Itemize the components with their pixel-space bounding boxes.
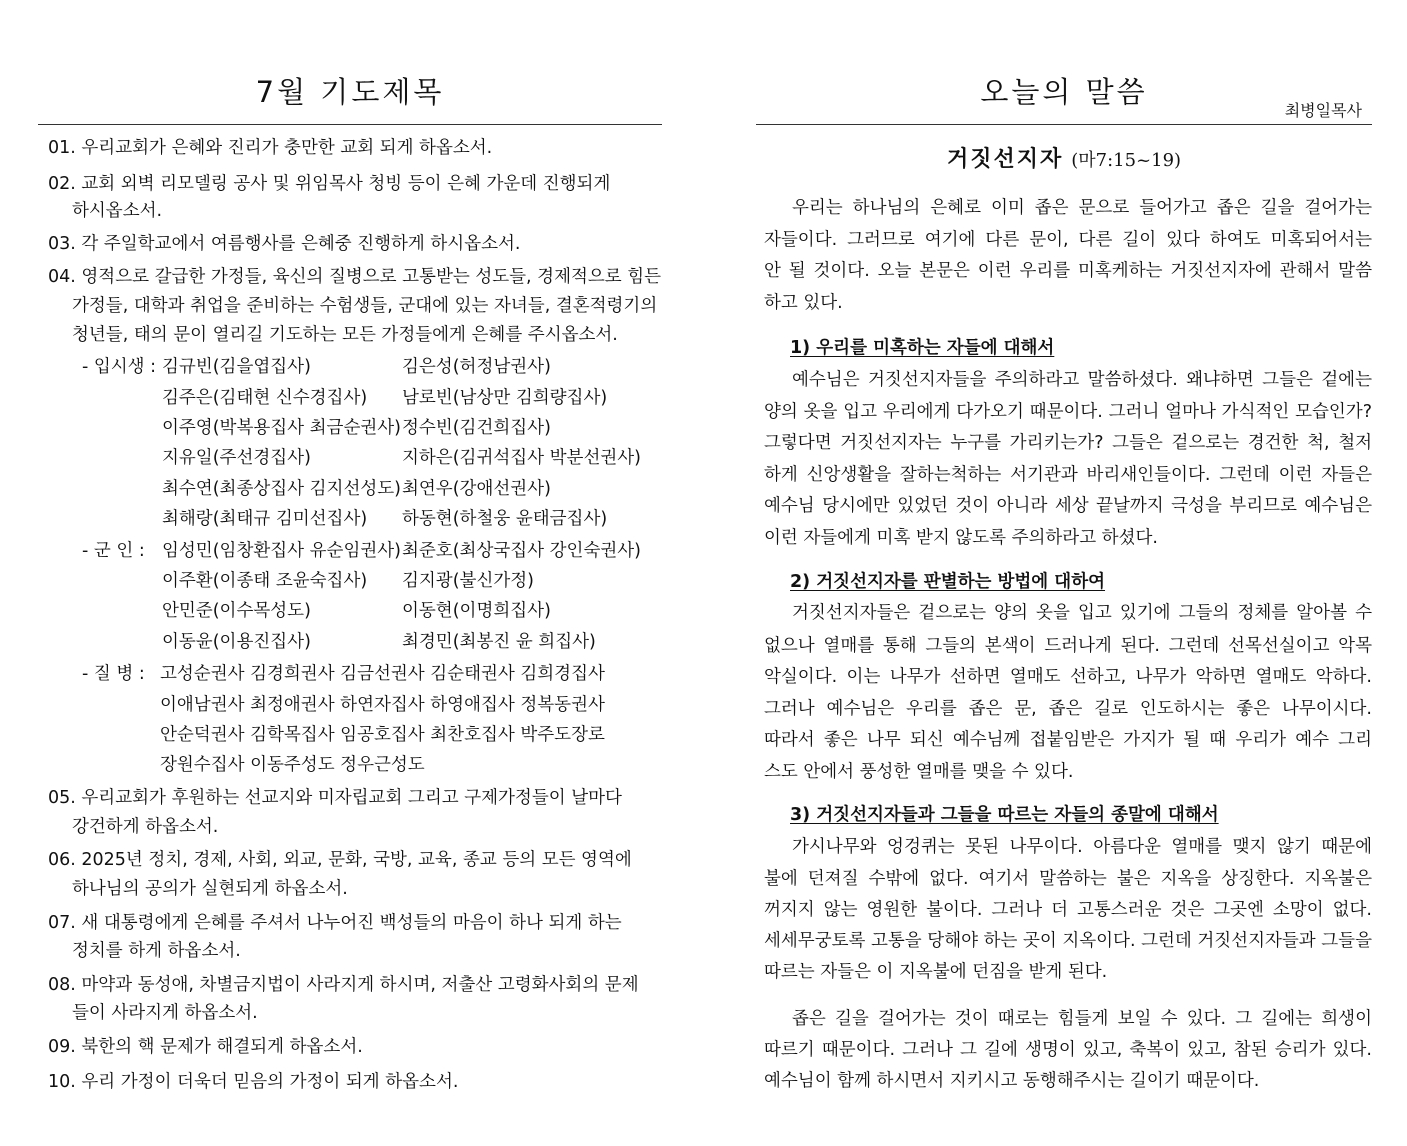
sick-names: 장원수집사 이동주성도 정우근성도 — [160, 755, 425, 775]
section-2-line: 따라서 좋은 나무 되신 예수님께 접붙임받은 가지가 될 때 우리가 예수 그리 — [764, 730, 1372, 750]
sermon-reference: (마7:15~19) — [1071, 150, 1182, 171]
prayer-item: 08. 마약과 동성애, 차별금지법이 사라지게 하시며, 저출산 고령화사회의 문제 — [48, 975, 639, 995]
section-2-heading: 2) 거짓선지자를 판별하는 방법에 대하여 — [790, 572, 1106, 592]
closing-line: 예수님이 함께 하시면서 지키시고 동행해주시는 길이기 때문이다. — [764, 1071, 1260, 1091]
section-2-line: 악실이다. 이는 나무가 선하면 열매도 선하고, 나무가 악하면 열매도 악하다. — [764, 667, 1372, 687]
prayer-title: 7월 기도제목 — [255, 75, 445, 109]
exam-name: 남로빈(남상만 김희량집사) — [402, 388, 608, 408]
section-2-line: 없으나 열매를 통해 그들의 본색이 드러나게 된다. 그런데 선목선실이고 악목 — [764, 636, 1372, 656]
sick-names: 고성순권사 김경희권사 김금선권사 김순태권사 김희경집사 — [160, 664, 605, 684]
army-name: 최준호(최상국집사 강인숙권사) — [402, 541, 641, 561]
army-name: 이동윤(이용진집사) — [162, 632, 311, 652]
army-name: 최경민(최봉진 윤 희집사) — [402, 632, 596, 652]
section-3-line: 세세무궁토록 고통을 당해야 하는 곳이 지옥이다. 그런데 거짓선지자들과 그들을 — [764, 931, 1372, 951]
intro-line: 자들이다. 그러므로 여기에 다른 문이, 다른 길이 있다 하여도 미혹되어서는 — [764, 230, 1372, 250]
prayer-item-cont: 하시옵소서. — [72, 201, 163, 221]
closing-line: 따르기 때문이다. 그러나 그 길에 생명이 있고, 축복이 있고, 참된 승리가 있다. — [764, 1040, 1372, 1060]
exam-name: 이주영(박복용집사 최금순권사) — [162, 418, 401, 438]
section-1-line: 이런 자들에게 미혹 받지 않도록 주의하라고 하셨다. — [764, 528, 1158, 548]
exam-name: 김주은(김태현 신수경집사) — [162, 388, 368, 408]
sick-names: 안순덕권사 김학목집사 임공호집사 최찬호집사 박주도장로 — [160, 725, 605, 745]
sermon-heading — [756, 142, 1372, 173]
closing-line: 좁은 길을 걸어가는 것이 때로는 힘들게 보일 수 있다. 그 길에는 희생이 — [792, 1009, 1372, 1029]
section-2-line: 거짓선지자들은 겉으로는 양의 옷을 입고 있기에 그들의 정체를 알아볼 수 — [792, 603, 1372, 623]
prayer-item: 05. 우리교회가 후원하는 선교지와 미자립교회 그리고 구제가정들이 날마다 — [48, 788, 622, 808]
section-1-line: 그렇다면 거짓선지자는 누구를 가리키는가? 그들은 겉으로는 경건한 척, 철저 — [764, 433, 1372, 453]
section-3-line: 불에 던져질 수밖에 없다. 여기서 말씀하는 불은 지옥을 상징한다. 지옥불은 — [764, 869, 1372, 889]
pastor-name: 최병일목사 — [1284, 101, 1362, 120]
prayer-item: 07. 새 대통령에게 은혜를 주셔서 나누어진 백성들의 마음이 하나 되게 하는 — [48, 913, 622, 933]
exam-name: 최수연(최종상집사 김지선성도) — [162, 479, 401, 499]
exam-name: 김은성(허정남권사) — [402, 357, 551, 377]
title-divider — [756, 124, 1372, 125]
prayer-item-cont: 들이 사라지게 하옵소서. — [72, 1003, 258, 1023]
exam-label: - 입시생 : — [82, 357, 157, 377]
sermon-column — [756, 0, 1372, 1146]
section-1-line: 양의 옷을 입고 우리에게 다가오기 때문이다. 그러니 얼마나 가식적인 모습인가? — [764, 402, 1372, 422]
section-3-line: 꺼지지 않는 영원한 불이다. 그러나 더 고통스러운 것은 그곳엔 소망이 없다. — [764, 900, 1372, 920]
title-divider — [38, 124, 662, 125]
section-2-line: 스도 안에서 풍성한 열매를 맺을 수 있다. — [764, 762, 1074, 782]
exam-name: 최연우(강애선권사) — [402, 479, 551, 499]
prayer-item: 03. 각 주일학교에서 여름행사를 은혜중 진행하게 하시옵소서. — [48, 234, 521, 254]
prayer-item-cont: 정치를 하게 하옵소서. — [72, 941, 241, 961]
section-1-line: 예수님 당시에만 있었던 것이 아니라 세상 끝날까지 극성을 부리므로 예수님은 — [764, 496, 1372, 516]
army-name: 김지광(불신가정) — [402, 571, 534, 591]
army-label: - 군 인 : — [82, 541, 145, 561]
army-name: 이주환(이종태 조윤숙집사) — [162, 571, 368, 591]
army-name: 안민준(이수목성도) — [162, 601, 311, 621]
exam-name: 김규빈(김을엽집사) — [162, 357, 311, 377]
prayer-item: 02. 교회 외벽 리모델링 공사 및 위임목사 청빙 등이 은혜 가운데 진행되게 — [48, 174, 611, 194]
prayer-item: 10. 우리 가정이 더욱더 믿음의 가정이 되게 하옵소서. — [48, 1072, 459, 1092]
section-1-line: 예수님은 거짓선지자들을 주의하라고 말씀하셨다. 왜냐하면 그들은 겉에는 — [792, 370, 1372, 390]
intro-line: 안 될 것이다. 오늘 본문은 이런 우리를 미혹케하는 거짓선지자에 관해서 말씀 — [764, 261, 1372, 281]
prayer-item-cont: 강건하게 하옵소서. — [72, 817, 219, 837]
prayer-item: 09. 북한의 핵 문제가 해결되게 하옵소서. — [48, 1037, 363, 1057]
exam-name: 정수빈(김건희집사) — [402, 418, 551, 438]
section-3-line: 가시나무와 엉겅퀴는 못된 나무이다. 아름다운 열매를 맺지 않기 때문에 — [792, 837, 1372, 857]
prayer-item: 01. 우리교회가 은혜와 진리가 충만한 교회 되게 하옵소서. — [48, 138, 493, 158]
section-3-heading: 3) 거짓선지자들과 그들을 따르는 자들의 종말에 대해서 — [790, 805, 1219, 825]
sick-label: - 질 병 : — [82, 664, 145, 684]
intro-line: 하고 있다. — [764, 293, 843, 313]
exam-name: 지유일(주선경집사) — [162, 448, 311, 468]
section-1-heading: 1) 우리를 미혹하는 자들에 대해서 — [790, 338, 1055, 358]
prayer-item: 06. 2025년 정치, 경제, 사회, 외교, 문화, 국방, 교육, 종교 등의 모든 영역에 — [48, 850, 632, 870]
section-3-line: 따르는 자들은 이 지옥불에 던짐을 받게 된다. — [764, 962, 1108, 982]
intro-line: 우리는 하나님의 은혜로 이미 좁은 문으로 들어가고 좁은 길을 걸어가는 — [792, 198, 1372, 218]
sermon-section-title: 오늘의 말씀 — [980, 75, 1148, 109]
prayer-item-cont: 하나님의 공의가 실현되게 하옵소서. — [72, 879, 348, 899]
prayer-item: 04. 영적으로 갈급한 가정들, 육신의 질병으로 고통받는 성도들, 경제적으로 힘든 — [48, 267, 662, 287]
sermon-title: 거짓선지자 — [946, 147, 1064, 172]
sick-names: 이애남권사 최정애권사 하연자집사 하영애집사 정복동권사 — [160, 695, 605, 715]
prayer-item-cont: 청년들, 태의 문이 열리길 기도하는 모든 가정들에게 은혜를 주시옵소서. — [72, 325, 618, 345]
exam-name: 하동현(하철웅 윤태금집사) — [402, 509, 608, 529]
exam-name: 최해랑(최태규 김미선집사) — [162, 509, 368, 529]
section-1-line: 하게 신앙생활을 잘하는척하는 서기관과 바리새인들이다. 그런데 이런 자들은 — [764, 465, 1372, 485]
prayer-item-cont: 가정들, 대학과 취업을 준비하는 수험생들, 군대에 있는 자녀들, 결혼적령기의 — [72, 296, 658, 316]
prayer-column — [38, 0, 662, 1146]
exam-name: 지하은(김귀석집사 박분선권사) — [402, 448, 641, 468]
army-name: 임성민(임창환집사 유순임권사) — [162, 541, 401, 561]
army-name: 이동현(이명희집사) — [402, 601, 551, 621]
section-2-line: 그러나 예수님은 우리를 좁은 문, 좁은 길로 인도하시는 좋은 나무이시다. — [764, 699, 1372, 719]
